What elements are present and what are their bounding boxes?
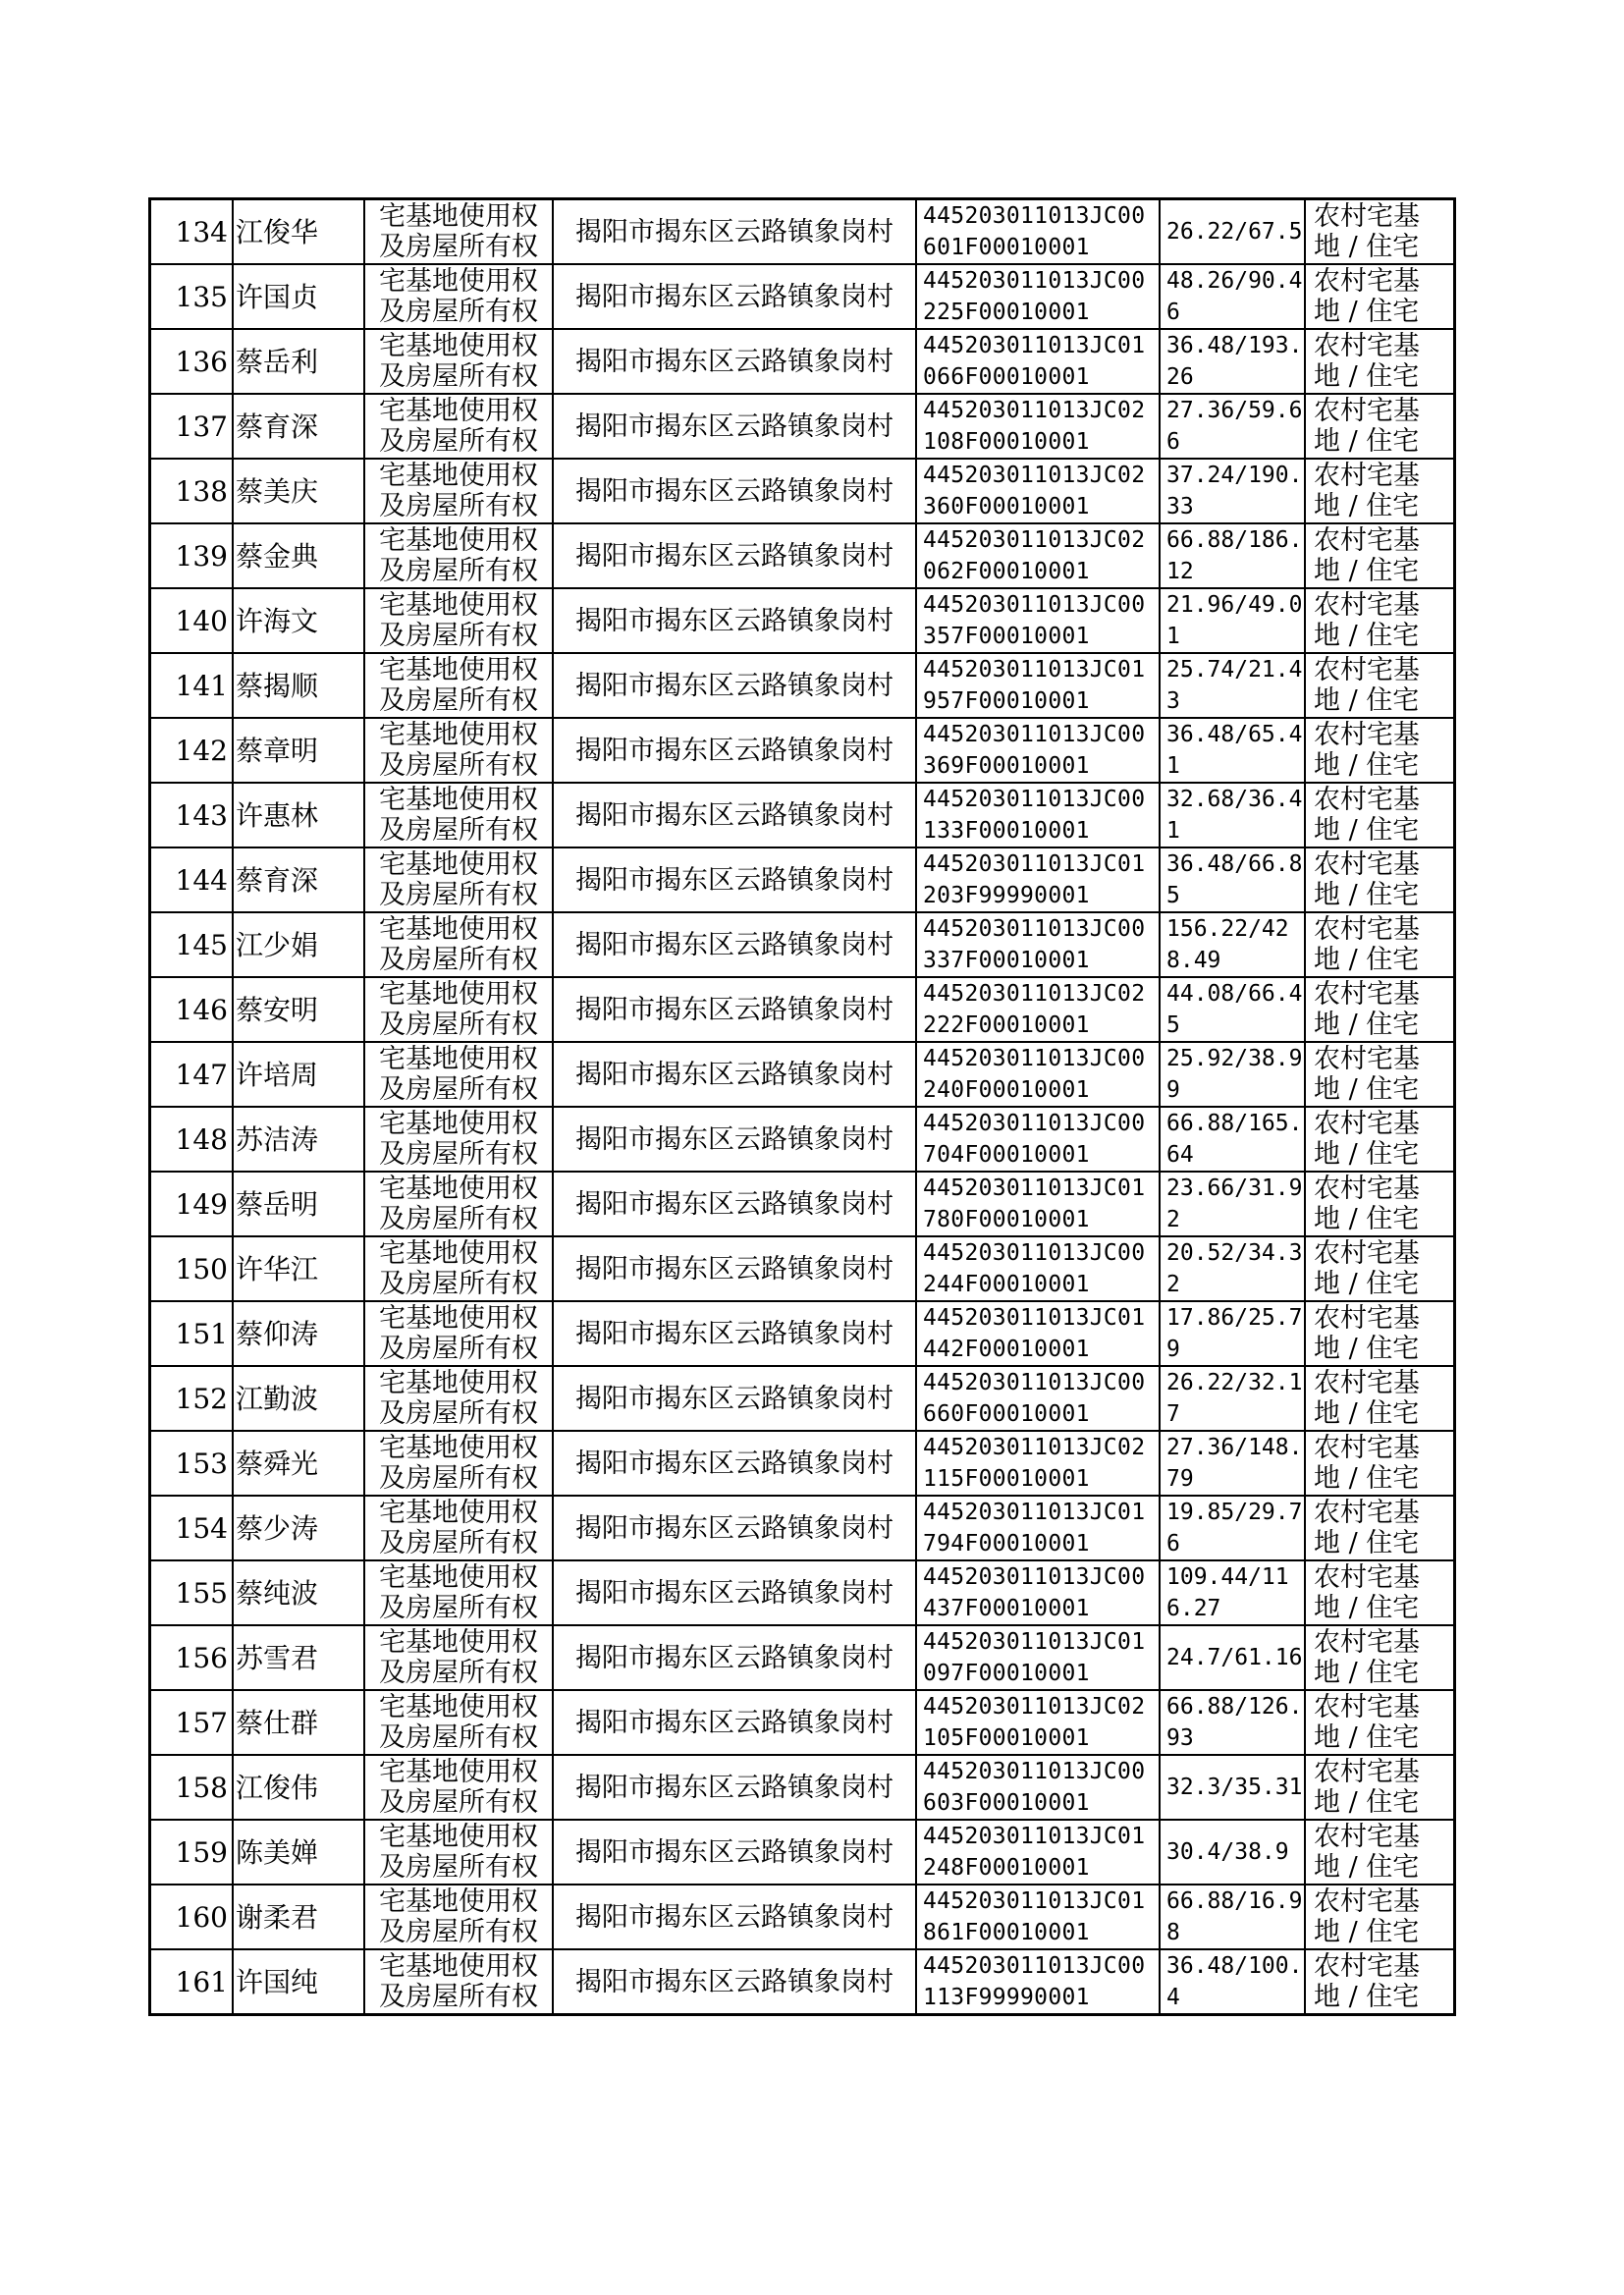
usage-cell: 农村宅基 地 / 住宅 [1305, 1820, 1455, 1885]
table-row [150, 718, 1455, 783]
area-cell: 37.24/190.33 [1160, 459, 1305, 523]
area-cell: 27.36/148.79 [1160, 1431, 1305, 1496]
row-number-cell: 143 [150, 783, 234, 847]
area-cell: 66.88/126.93 [1160, 1690, 1305, 1755]
unit-code-cell: 445203011013JC01066F00010001 [916, 329, 1160, 394]
location-cell: 揭阳市揭东区云路镇象岗村 [553, 977, 916, 1042]
area-cell: 27.36/59.66 [1160, 394, 1305, 459]
owner-name-cell: 许惠林 [233, 783, 364, 847]
table-row [150, 394, 1455, 459]
table-row [150, 1755, 1455, 1820]
unit-code-cell: 445203011013JC00660F00010001 [916, 1366, 1160, 1431]
location-cell: 揭阳市揭东区云路镇象岗村 [553, 718, 916, 783]
usage-cell: 农村宅基 地 / 住宅 [1305, 718, 1455, 783]
area-cell: 26.22/67.5 [1160, 199, 1305, 265]
unit-code-cell: 445203011013JC00244F00010001 [916, 1236, 1160, 1301]
right-type-cell: 宅基地使用权 及房屋所有权 [364, 912, 553, 977]
table-row [150, 1431, 1455, 1496]
usage-cell: 农村宅基 地 / 住宅 [1305, 1560, 1455, 1625]
location-cell: 揭阳市揭东区云路镇象岗村 [553, 1366, 916, 1431]
usage-cell: 农村宅基 地 / 住宅 [1305, 1366, 1455, 1431]
owner-name-cell: 许培周 [233, 1042, 364, 1107]
usage-cell: 农村宅基 地 / 住宅 [1305, 394, 1455, 459]
owner-name-cell: 苏雪君 [233, 1625, 364, 1690]
usage-cell: 农村宅基 地 / 住宅 [1305, 1042, 1455, 1107]
area-cell: 24.7/61.16 [1160, 1625, 1305, 1690]
usage-cell: 农村宅基 地 / 住宅 [1305, 1236, 1455, 1301]
table-row [150, 1690, 1455, 1755]
row-number-cell: 149 [150, 1172, 234, 1236]
usage-cell: 农村宅基 地 / 住宅 [1305, 783, 1455, 847]
owner-name-cell: 江俊华 [233, 199, 364, 265]
area-cell: 32.68/36.41 [1160, 783, 1305, 847]
owner-name-cell: 蔡育深 [233, 394, 364, 459]
unit-code-cell: 445203011013JC00133F00010001 [916, 783, 1160, 847]
owner-name-cell: 许海文 [233, 588, 364, 653]
location-cell: 揭阳市揭东区云路镇象岗村 [553, 459, 916, 523]
right-type-cell: 宅基地使用权 及房屋所有权 [364, 1431, 553, 1496]
table-row [150, 847, 1455, 912]
owner-name-cell: 蔡纯波 [233, 1560, 364, 1625]
unit-code-cell: 445203011013JC00704F00010001 [916, 1107, 1160, 1172]
row-number-cell: 141 [150, 653, 234, 718]
location-cell: 揭阳市揭东区云路镇象岗村 [553, 1172, 916, 1236]
unit-code-cell: 445203011013JC01861F00010001 [916, 1885, 1160, 1949]
owner-name-cell: 蔡育深 [233, 847, 364, 912]
usage-cell: 农村宅基 地 / 住宅 [1305, 1885, 1455, 1949]
table-row [150, 1949, 1455, 2015]
unit-code-cell: 445203011013JC01442F00010001 [916, 1301, 1160, 1366]
table-row [150, 329, 1455, 394]
row-number-cell: 134 [150, 199, 234, 265]
table-row [150, 783, 1455, 847]
area-cell: 32.3/35.31 [1160, 1755, 1305, 1820]
right-type-cell: 宅基地使用权 及房屋所有权 [364, 588, 553, 653]
unit-code-cell: 445203011013JC01248F00010001 [916, 1820, 1160, 1885]
right-type-cell: 宅基地使用权 及房屋所有权 [364, 783, 553, 847]
location-cell: 揭阳市揭东区云路镇象岗村 [553, 264, 916, 329]
location-cell: 揭阳市揭东区云路镇象岗村 [553, 1431, 916, 1496]
table-row [150, 1496, 1455, 1560]
owner-name-cell: 蔡仕群 [233, 1690, 364, 1755]
unit-code-cell: 445203011013JC02115F00010001 [916, 1431, 1160, 1496]
area-cell: 21.96/49.01 [1160, 588, 1305, 653]
unit-code-cell: 445203011013JC00603F00010001 [916, 1755, 1160, 1820]
usage-cell: 农村宅基 地 / 住宅 [1305, 1107, 1455, 1172]
usage-cell: 农村宅基 地 / 住宅 [1305, 977, 1455, 1042]
location-cell: 揭阳市揭东区云路镇象岗村 [553, 1107, 916, 1172]
unit-code-cell: 445203011013JC00601F00010001 [916, 199, 1160, 265]
unit-code-cell: 445203011013JC02108F00010001 [916, 394, 1160, 459]
table-row [150, 1301, 1455, 1366]
usage-cell: 农村宅基 地 / 住宅 [1305, 329, 1455, 394]
area-cell: 20.52/34.32 [1160, 1236, 1305, 1301]
area-cell: 25.92/38.99 [1160, 1042, 1305, 1107]
right-type-cell: 宅基地使用权 及房屋所有权 [364, 459, 553, 523]
row-number-cell: 153 [150, 1431, 234, 1496]
usage-cell: 农村宅基 地 / 住宅 [1305, 199, 1455, 265]
area-cell: 36.48/100.4 [1160, 1949, 1305, 2015]
owner-name-cell: 蔡岳利 [233, 329, 364, 394]
location-cell: 揭阳市揭东区云路镇象岗村 [553, 1820, 916, 1885]
unit-code-cell: 445203011013JC01097F00010001 [916, 1625, 1160, 1690]
area-cell: 23.66/31.92 [1160, 1172, 1305, 1236]
table-row [150, 199, 1455, 265]
row-number-cell: 151 [150, 1301, 234, 1366]
usage-cell: 农村宅基 地 / 住宅 [1305, 264, 1455, 329]
owner-name-cell: 苏洁涛 [233, 1107, 364, 1172]
table-row [150, 1625, 1455, 1690]
row-number-cell: 135 [150, 264, 234, 329]
row-number-cell: 156 [150, 1625, 234, 1690]
unit-code-cell: 445203011013JC01957F00010001 [916, 653, 1160, 718]
location-cell: 揭阳市揭东区云路镇象岗村 [553, 1301, 916, 1366]
right-type-cell: 宅基地使用权 及房屋所有权 [364, 1172, 553, 1236]
unit-code-cell: 445203011013JC02105F00010001 [916, 1690, 1160, 1755]
location-cell: 揭阳市揭东区云路镇象岗村 [553, 1560, 916, 1625]
table-row [150, 588, 1455, 653]
usage-cell: 农村宅基 地 / 住宅 [1305, 1625, 1455, 1690]
row-number-cell: 145 [150, 912, 234, 977]
area-cell: 66.88/165.64 [1160, 1107, 1305, 1172]
area-cell: 25.74/21.43 [1160, 653, 1305, 718]
right-type-cell: 宅基地使用权 及房屋所有权 [364, 977, 553, 1042]
location-cell: 揭阳市揭东区云路镇象岗村 [553, 653, 916, 718]
right-type-cell: 宅基地使用权 及房屋所有权 [364, 1107, 553, 1172]
table-row [150, 1172, 1455, 1236]
row-number-cell: 152 [150, 1366, 234, 1431]
usage-cell: 农村宅基 地 / 住宅 [1305, 1301, 1455, 1366]
right-type-cell: 宅基地使用权 及房屋所有权 [364, 1236, 553, 1301]
registration-table [148, 197, 1456, 2016]
location-cell: 揭阳市揭东区云路镇象岗村 [553, 588, 916, 653]
row-number-cell: 138 [150, 459, 234, 523]
table-row [150, 1042, 1455, 1107]
usage-cell: 农村宅基 地 / 住宅 [1305, 1949, 1455, 2015]
area-cell: 109.44/116.27 [1160, 1560, 1305, 1625]
right-type-cell: 宅基地使用权 及房屋所有权 [364, 1820, 553, 1885]
right-type-cell: 宅基地使用权 及房屋所有权 [364, 1496, 553, 1560]
location-cell: 揭阳市揭东区云路镇象岗村 [553, 1236, 916, 1301]
area-cell: 66.88/186.12 [1160, 523, 1305, 588]
unit-code-cell: 445203011013JC00240F00010001 [916, 1042, 1160, 1107]
usage-cell: 农村宅基 地 / 住宅 [1305, 653, 1455, 718]
location-cell: 揭阳市揭东区云路镇象岗村 [553, 394, 916, 459]
location-cell: 揭阳市揭东区云路镇象岗村 [553, 1625, 916, 1690]
usage-cell: 农村宅基 地 / 住宅 [1305, 523, 1455, 588]
table-row [150, 912, 1455, 977]
unit-code-cell: 445203011013JC00357F00010001 [916, 588, 1160, 653]
owner-name-cell: 蔡揭顺 [233, 653, 364, 718]
right-type-cell: 宅基地使用权 及房屋所有权 [364, 1690, 553, 1755]
area-cell: 48.26/90.46 [1160, 264, 1305, 329]
row-number-cell: 157 [150, 1690, 234, 1755]
owner-name-cell: 许国纯 [233, 1949, 364, 2015]
unit-code-cell: 445203011013JC00225F00010001 [916, 264, 1160, 329]
row-number-cell: 137 [150, 394, 234, 459]
table-row [150, 523, 1455, 588]
right-type-cell: 宅基地使用权 及房屋所有权 [364, 1755, 553, 1820]
owner-name-cell: 蔡安明 [233, 977, 364, 1042]
unit-code-cell: 445203011013JC02062F00010001 [916, 523, 1160, 588]
row-number-cell: 160 [150, 1885, 234, 1949]
row-number-cell: 150 [150, 1236, 234, 1301]
location-cell: 揭阳市揭东区云路镇象岗村 [553, 1949, 916, 2015]
row-number-cell: 155 [150, 1560, 234, 1625]
location-cell: 揭阳市揭东区云路镇象岗村 [553, 847, 916, 912]
row-number-cell: 146 [150, 977, 234, 1042]
table-row [150, 1820, 1455, 1885]
usage-cell: 农村宅基 地 / 住宅 [1305, 588, 1455, 653]
table-row [150, 264, 1455, 329]
usage-cell: 农村宅基 地 / 住宅 [1305, 1755, 1455, 1820]
unit-code-cell: 445203011013JC00437F00010001 [916, 1560, 1160, 1625]
right-type-cell: 宅基地使用权 及房屋所有权 [364, 1042, 553, 1107]
right-type-cell: 宅基地使用权 及房屋所有权 [364, 718, 553, 783]
owner-name-cell: 陈美婵 [233, 1820, 364, 1885]
right-type-cell: 宅基地使用权 及房屋所有权 [364, 1560, 553, 1625]
area-cell: 66.88/16.98 [1160, 1885, 1305, 1949]
table-row [150, 977, 1455, 1042]
right-type-cell: 宅基地使用权 及房屋所有权 [364, 847, 553, 912]
right-type-cell: 宅基地使用权 及房屋所有权 [364, 329, 553, 394]
right-type-cell: 宅基地使用权 及房屋所有权 [364, 1625, 553, 1690]
location-cell: 揭阳市揭东区云路镇象岗村 [553, 523, 916, 588]
location-cell: 揭阳市揭东区云路镇象岗村 [553, 912, 916, 977]
owner-name-cell: 蔡仰涛 [233, 1301, 364, 1366]
right-type-cell: 宅基地使用权 及房屋所有权 [364, 1885, 553, 1949]
row-number-cell: 136 [150, 329, 234, 394]
table-body [150, 199, 1455, 2015]
owner-name-cell: 江勤波 [233, 1366, 364, 1431]
right-type-cell: 宅基地使用权 及房屋所有权 [364, 523, 553, 588]
location-cell: 揭阳市揭东区云路镇象岗村 [553, 1755, 916, 1820]
unit-code-cell: 445203011013JC01794F00010001 [916, 1496, 1160, 1560]
area-cell: 26.22/32.17 [1160, 1366, 1305, 1431]
usage-cell: 农村宅基 地 / 住宅 [1305, 847, 1455, 912]
location-cell: 揭阳市揭东区云路镇象岗村 [553, 1496, 916, 1560]
area-cell: 44.08/66.45 [1160, 977, 1305, 1042]
row-number-cell: 159 [150, 1820, 234, 1885]
usage-cell: 农村宅基 地 / 住宅 [1305, 1690, 1455, 1755]
table-row [150, 1560, 1455, 1625]
owner-name-cell: 蔡岳明 [233, 1172, 364, 1236]
row-number-cell: 154 [150, 1496, 234, 1560]
row-number-cell: 148 [150, 1107, 234, 1172]
row-number-cell: 147 [150, 1042, 234, 1107]
owner-name-cell: 蔡舜光 [233, 1431, 364, 1496]
owner-name-cell: 江俊伟 [233, 1755, 364, 1820]
owner-name-cell: 蔡金典 [233, 523, 364, 588]
owner-name-cell: 许华江 [233, 1236, 364, 1301]
location-cell: 揭阳市揭东区云路镇象岗村 [553, 1690, 916, 1755]
owner-name-cell: 许国贞 [233, 264, 364, 329]
row-number-cell: 140 [150, 588, 234, 653]
unit-code-cell: 445203011013JC01780F00010001 [916, 1172, 1160, 1236]
location-cell: 揭阳市揭东区云路镇象岗村 [553, 199, 916, 265]
table-row [150, 1885, 1455, 1949]
usage-cell: 农村宅基 地 / 住宅 [1305, 459, 1455, 523]
row-number-cell: 161 [150, 1949, 234, 2015]
right-type-cell: 宅基地使用权 及房屋所有权 [364, 394, 553, 459]
table-row [150, 1366, 1455, 1431]
area-cell: 30.4/38.9 [1160, 1820, 1305, 1885]
area-cell: 36.48/65.41 [1160, 718, 1305, 783]
table-row [150, 653, 1455, 718]
unit-code-cell: 445203011013JC01203F99990001 [916, 847, 1160, 912]
area-cell: 36.48/193.26 [1160, 329, 1305, 394]
row-number-cell: 139 [150, 523, 234, 588]
usage-cell: 农村宅基 地 / 住宅 [1305, 1172, 1455, 1236]
table-row [150, 1107, 1455, 1172]
location-cell: 揭阳市揭东区云路镇象岗村 [553, 1885, 916, 1949]
unit-code-cell: 445203011013JC02222F00010001 [916, 977, 1160, 1042]
usage-cell: 农村宅基 地 / 住宅 [1305, 1496, 1455, 1560]
owner-name-cell: 蔡美庆 [233, 459, 364, 523]
unit-code-cell: 445203011013JC00113F99990001 [916, 1949, 1160, 2015]
owner-name-cell: 蔡章明 [233, 718, 364, 783]
area-cell: 19.85/29.76 [1160, 1496, 1305, 1560]
row-number-cell: 158 [150, 1755, 234, 1820]
row-number-cell: 142 [150, 718, 234, 783]
right-type-cell: 宅基地使用权 及房屋所有权 [364, 1301, 553, 1366]
unit-code-cell: 445203011013JC02360F00010001 [916, 459, 1160, 523]
usage-cell: 农村宅基 地 / 住宅 [1305, 912, 1455, 977]
table-row [150, 459, 1455, 523]
location-cell: 揭阳市揭东区云路镇象岗村 [553, 1042, 916, 1107]
usage-cell: 农村宅基 地 / 住宅 [1305, 1431, 1455, 1496]
unit-code-cell: 445203011013JC00337F00010001 [916, 912, 1160, 977]
owner-name-cell: 谢柔君 [233, 1885, 364, 1949]
row-number-cell: 144 [150, 847, 234, 912]
unit-code-cell: 445203011013JC00369F00010001 [916, 718, 1160, 783]
table-row [150, 1236, 1455, 1301]
location-cell: 揭阳市揭东区云路镇象岗村 [553, 783, 916, 847]
owner-name-cell: 江少娟 [233, 912, 364, 977]
right-type-cell: 宅基地使用权 及房屋所有权 [364, 653, 553, 718]
area-cell: 36.48/66.85 [1160, 847, 1305, 912]
right-type-cell: 宅基地使用权 及房屋所有权 [364, 199, 553, 265]
area-cell: 17.86/25.79 [1160, 1301, 1305, 1366]
location-cell: 揭阳市揭东区云路镇象岗村 [553, 329, 916, 394]
right-type-cell: 宅基地使用权 及房屋所有权 [364, 1949, 553, 2015]
area-cell: 156.22/428.49 [1160, 912, 1305, 977]
right-type-cell: 宅基地使用权 及房屋所有权 [364, 264, 553, 329]
owner-name-cell: 蔡少涛 [233, 1496, 364, 1560]
right-type-cell: 宅基地使用权 及房屋所有权 [364, 1366, 553, 1431]
